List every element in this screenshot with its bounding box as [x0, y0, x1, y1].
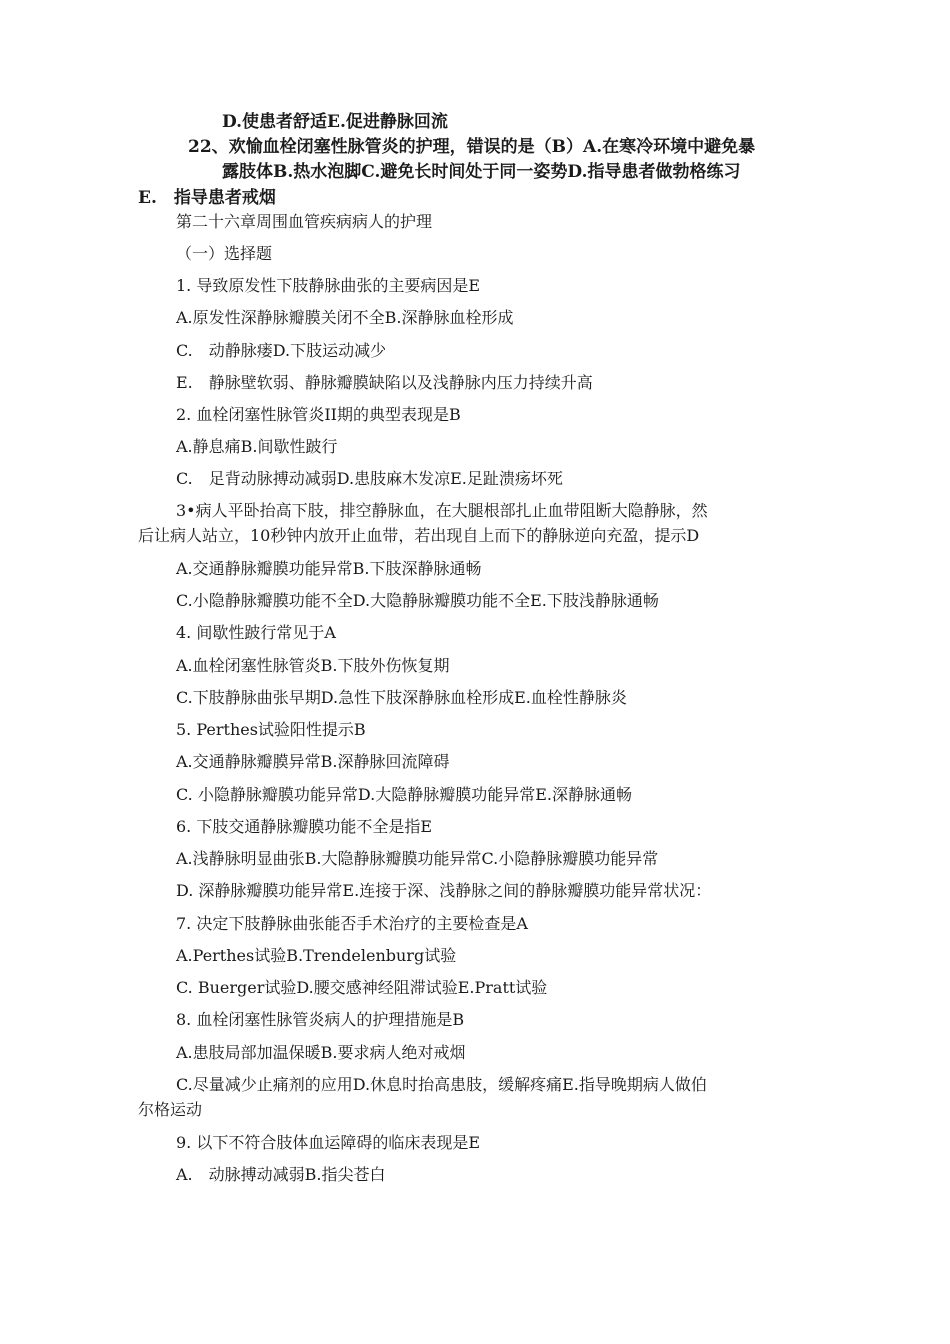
question-4-stem: 4. 间歇性跛行常见于A [176, 623, 336, 642]
question-options: C.下肢静脉曲张早期D.急性下肢深静脉血栓形成E.血栓性静脉炎 [176, 688, 627, 707]
question-22-stem: 22、欢愉血栓闭塞性脉管炎的护理，错误的是（B）A.在寒冷环境中避免暴 [188, 137, 756, 157]
text-line: 露肢体B.热水泡脚C.避免长时间处于同一姿势D.指导患者做勃格练习 [222, 162, 741, 182]
question-8-stem: 8. 血栓闭塞性脉管炎病人的护理措施是B [176, 1010, 465, 1029]
question-options: C.尽量减少止痛剂的应用D.休息时抬高患肢，缓解疼痛E.指导晚期病人做伯 [176, 1075, 707, 1094]
question-3-stem: 3•病人平卧抬高下肢，排空静脉血，在大腿根部扎止血带阻断大隐静脉，然 [176, 501, 708, 520]
question-options: C. 小隐静脉瓣膜功能异常D.大隐静脉瓣膜功能异常E.深静脉通畅 [176, 785, 632, 804]
question-options: A. 动脉搏动减弱B.指尖苍白 [176, 1165, 386, 1184]
question-options: A.静息痛B.间歇性跛行 [176, 437, 338, 456]
question-options: A.血栓闭塞性脉管炎B.下肢外伤恢复期 [176, 656, 450, 675]
question-3-stem-cont: 后让病人站立，10秒钟内放开止血带，若出现自上而下的静脉逆向充盈，提示D [138, 526, 700, 545]
question-5-stem: 5. Perthes试验阳性提示B [176, 720, 366, 739]
question-options: 尔格运动 [138, 1100, 203, 1119]
section-heading: （一）选择题 [176, 244, 273, 263]
question-7-stem: 7. 决定下肢静脉曲张能否手术治疗的主要检查是A [176, 914, 528, 933]
question-options: C. Buerger试验D.腰交感神经阻滞试验E.Pratt试验 [176, 978, 548, 997]
question-options: E. 静脉壁软弱、静脉瓣膜缺陷以及浅静脉内压力持续升高 [176, 373, 593, 392]
question-options: A.原发性深静脉瓣膜关闭不全B.深静脉血栓形成 [176, 308, 514, 327]
question-options: A.患肢局部加温保暖B.要求病人绝对戒烟 [176, 1043, 466, 1062]
question-1-stem: 1. 导致原发性下肢静脉曲张的主要病因是E [176, 276, 481, 295]
text-line: E. 指导患者戒烟 [138, 188, 276, 208]
chapter-title: 第二十六章周围血管疾病病人的护理 [176, 212, 433, 231]
text-line: D.使患者舒适E.促进静脉回流 [222, 112, 448, 132]
question-options: A.Perthes试验B.Trendelenburg试验 [176, 946, 457, 965]
question-options: C. 动静脉瘘D.下肢运动减少 [176, 341, 387, 360]
question-options: D. 深静脉瓣膜功能异常E.连接于深、浅静脉之间的静脉瓣膜功能异常状况： [176, 881, 712, 900]
question-9-stem: 9. 以下不符合肢体血运障碍的临床表现是E [176, 1133, 481, 1152]
question-options: C. 足背动脉搏动减弱D.患肢麻木发凉E.足趾溃疡坏死 [176, 469, 563, 488]
question-2-stem: 2. 血栓闭塞性脉管炎II期的典型表现是B [176, 405, 461, 424]
question-options: A.浅静脉明显曲张B.大隐静脉瓣膜功能异常C.小隐静脉瓣膜功能异常 [176, 849, 659, 868]
question-6-stem: 6. 下肢交通静脉瓣膜功能不全是指E [176, 817, 433, 836]
question-options: A.交通静脉瓣膜功能异常B.下肢深静脉通畅 [176, 559, 482, 578]
question-options: C.小隐静脉瓣膜功能不全D.大隐静脉瓣膜功能不全E.下肢浅静脉通畅 [176, 591, 659, 610]
question-options: A.交通静脉瓣膜异常B.深静脉回流障碍 [176, 752, 450, 771]
